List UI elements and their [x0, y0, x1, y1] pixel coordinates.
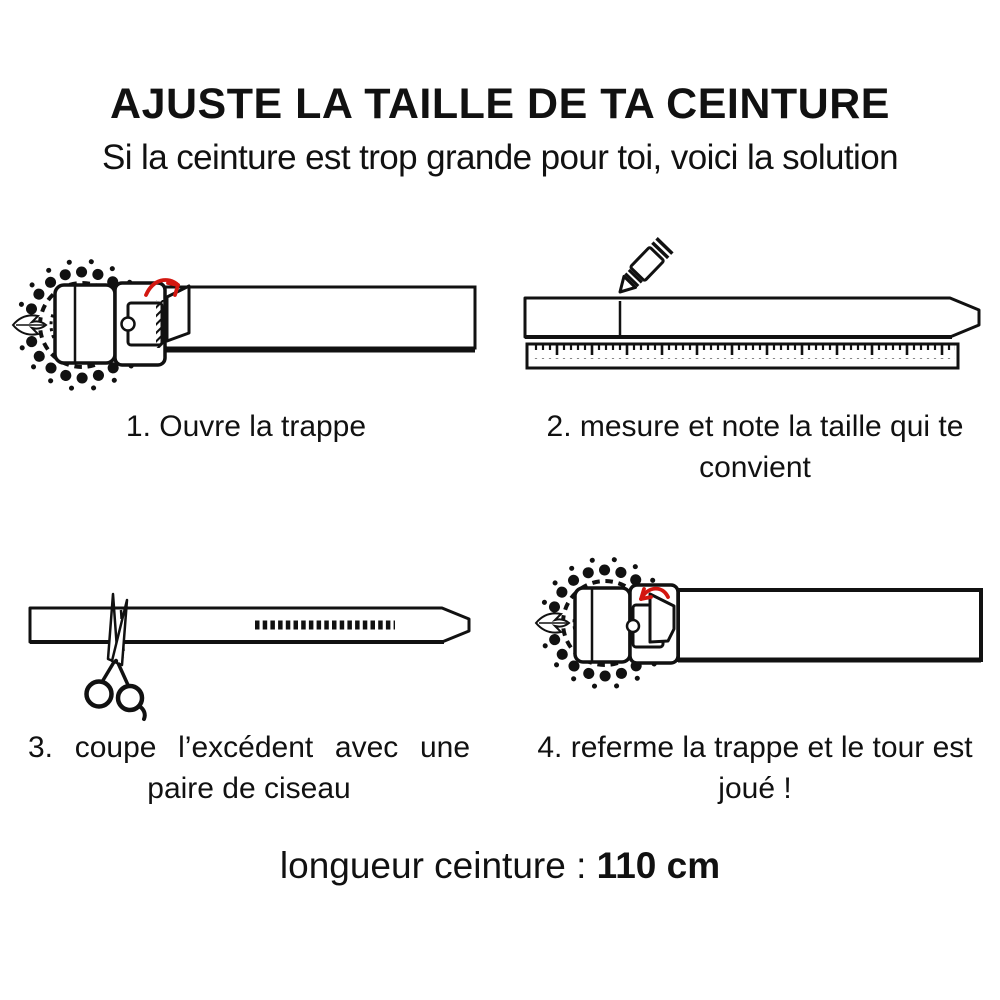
- ruler-icon: [527, 344, 958, 368]
- belt-length-label: longueur ceinture :: [279, 845, 597, 886]
- buckle-body-icon: [55, 283, 167, 365]
- step4-illustration: [520, 550, 990, 708]
- belt-strap-icon: [678, 590, 981, 660]
- step3-caption: 3. coupe l’excédent avec une paire de ciseau: [28, 731, 470, 806]
- marker-icon: [612, 238, 672, 299]
- step2-caption: 2. mesure et note la taille qui te convient: [546, 410, 964, 485]
- belt-strap-icon: [160, 287, 475, 350]
- page-subtitle: Si la ceinture est trop grande pour toi, voici la solution: [102, 138, 898, 177]
- trapdoor-open-icon: [167, 286, 189, 341]
- step2-illustration: [520, 232, 990, 372]
- step3-illustration: [10, 558, 480, 726]
- step1-illustration: [10, 240, 485, 408]
- belt-tip-icon: [30, 608, 469, 642]
- step4-caption: 4. referme la trappe et le tour est joué !: [537, 731, 973, 806]
- belt-length-note: [0, 845, 1000, 887]
- belt-length-value: 110 cm: [596, 845, 721, 886]
- step1-caption: 1. Ouvre la trappe: [125, 410, 367, 443]
- belt-tip-icon: [525, 298, 979, 337]
- page-title: AJUSTE LA TAILLE DE TA CEINTURE: [110, 80, 890, 128]
